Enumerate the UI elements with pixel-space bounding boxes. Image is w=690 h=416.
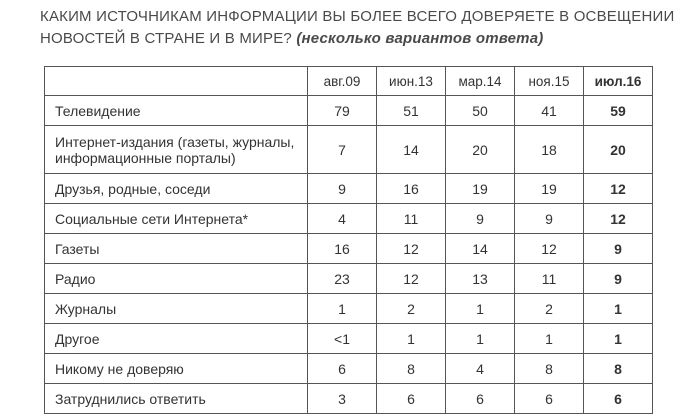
value-cell: 19 (515, 174, 584, 204)
value-cell: 9 (584, 234, 653, 264)
value-cell: 8 (515, 354, 584, 384)
row-label: Социальные сети Интернета* (45, 204, 308, 234)
value-cell: 1 (515, 324, 584, 354)
row-label: Интернет-издания (газеты, журналы, информационные порталы) (45, 126, 308, 174)
table-row (45, 126, 653, 174)
title-main: КАКИМ ИСТОЧНИКАМ ИНФОРМАЦИИ ВЫ БОЛЕЕ ВСЕГО ДОВЕРЯЕТЕ В ОСВЕЩЕНИИ НОВОСТЕЙ В СТРАНЕ И В МИРЕ? (40, 8, 675, 47)
value-cell: 59 (584, 96, 653, 126)
header-cell-jun13: июн.13 (377, 67, 446, 96)
value-cell: 8 (377, 354, 446, 384)
value-cell: 8 (584, 354, 653, 384)
table-row (45, 174, 653, 204)
title-note: (несколько вариантов ответа) (296, 30, 544, 47)
table-row (45, 96, 653, 126)
value-cell: 9 (584, 264, 653, 294)
value-cell: 2 (515, 294, 584, 324)
value-cell: 51 (377, 96, 446, 126)
value-cell: 79 (308, 96, 377, 126)
value-cell: 7 (308, 126, 377, 174)
value-cell: 6 (584, 384, 653, 414)
value-cell: 16 (308, 234, 377, 264)
value-cell: 1 (446, 324, 515, 354)
value-cell: 20 (584, 126, 653, 174)
value-cell: 16 (377, 174, 446, 204)
row-label: Затруднились ответить (45, 384, 308, 414)
value-cell: 2 (377, 294, 446, 324)
value-cell: 9 (308, 174, 377, 204)
value-cell: 1 (446, 294, 515, 324)
value-cell: 1 (584, 294, 653, 324)
value-cell: 12 (377, 234, 446, 264)
row-label: Радио (45, 264, 308, 294)
row-label: Телевидение (45, 96, 308, 126)
value-cell: 12 (584, 204, 653, 234)
table-body (45, 96, 653, 414)
value-cell: 12 (584, 174, 653, 204)
value-cell: 14 (377, 126, 446, 174)
header-cell-aug09: авг.09 (308, 67, 377, 96)
header-cell-mar14: мар.14 (446, 67, 515, 96)
table-header-row (45, 67, 653, 96)
table-row (45, 384, 653, 414)
value-cell: 9 (515, 204, 584, 234)
value-cell: 6 (515, 384, 584, 414)
value-cell: 50 (446, 96, 515, 126)
value-cell: 11 (377, 204, 446, 234)
value-cell: 12 (515, 234, 584, 264)
value-cell: 23 (308, 264, 377, 294)
value-cell: <1 (308, 324, 377, 354)
page-title (40, 6, 680, 50)
value-cell: 11 (515, 264, 584, 294)
value-cell: 18 (515, 126, 584, 174)
table-row (45, 234, 653, 264)
value-cell: 1 (377, 324, 446, 354)
table-row (45, 324, 653, 354)
value-cell: 13 (446, 264, 515, 294)
header-cell-nov15: ноя.15 (515, 67, 584, 96)
table-row (45, 264, 653, 294)
survey-table (44, 66, 653, 414)
value-cell: 6 (446, 384, 515, 414)
table-row (45, 354, 653, 384)
header-cell-label (45, 67, 308, 96)
row-label: Никому не доверяю (45, 354, 308, 384)
value-cell: 6 (377, 384, 446, 414)
value-cell: 1 (308, 294, 377, 324)
value-cell: 20 (446, 126, 515, 174)
value-cell: 9 (446, 204, 515, 234)
table-row (45, 204, 653, 234)
row-label: Друзья, родные, соседи (45, 174, 308, 204)
value-cell: 12 (377, 264, 446, 294)
value-cell: 4 (446, 354, 515, 384)
row-label: Другое (45, 324, 308, 354)
value-cell: 4 (308, 204, 377, 234)
value-cell: 14 (446, 234, 515, 264)
value-cell: 41 (515, 96, 584, 126)
value-cell: 1 (584, 324, 653, 354)
value-cell: 3 (308, 384, 377, 414)
header-cell-jul16: июл.16 (584, 67, 653, 96)
value-cell: 19 (446, 174, 515, 204)
row-label: Журналы (45, 294, 308, 324)
row-label: Газеты (45, 234, 308, 264)
value-cell: 6 (308, 354, 377, 384)
table-row (45, 294, 653, 324)
